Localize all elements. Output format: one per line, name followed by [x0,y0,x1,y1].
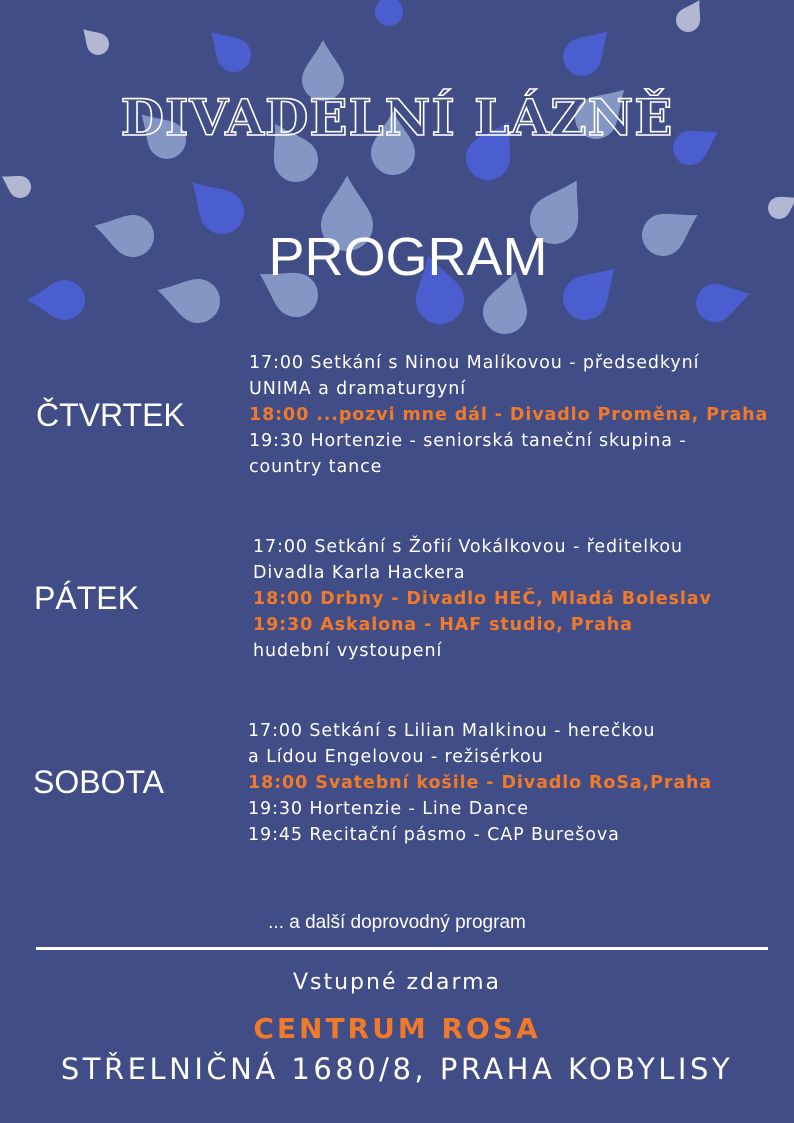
day-label-saturday: SOBOTA [33,764,164,800]
water-drop [199,20,258,79]
water-drop [375,0,403,26]
water-drop [555,18,621,84]
divider [36,947,768,950]
water-drop [672,0,710,36]
venue-address: STŘELNIČNÁ 1680/8, PRAHA KOBYLISY [60,1052,734,1086]
water-drop [764,188,794,223]
schedule-friday [253,534,712,664]
water-drop [0,167,35,202]
day-label-thursday: ČTVRTEK [36,397,185,433]
schedule-item: 19:30 Hortenzie - Line Dance [248,799,529,819]
page-title: DIVADELNÍ LÁZNĚ [120,88,674,147]
schedule-item-highlight: 19:30 Askalona - HAF studio, Praha [253,615,633,635]
schedule-item-highlight: 18:00 ...pozvi mne dál - Divadlo Proměna, Praha [249,405,769,425]
schedule-item: 17:00 Setkání s Žofií Vokálkovou - ředitelkou [253,537,684,557]
additional-program-note: ... a další doprovodný program [268,912,526,933]
schedule-item-highlight: 18:00 Svatební košile - Divadlo RoSa,Praha [248,773,713,793]
schedule-item: 17:00 Setkání s Ninou Malíkovou - předsedkyní [249,353,700,373]
schedule-thursday [249,350,768,480]
venue-name: CENTRUM ROSA [253,1012,541,1045]
schedule-item: 17:00 Setkání s Lilian Malkinou - herečkou [248,721,656,741]
schedule-item: a Lídou Engelovou - režisérkou [248,747,544,767]
free-entry-note: Vstupné zdarma [292,970,502,995]
schedule-item-highlight: 18:00 Drbny - Divadlo HEČ, Mladá Boleslav [253,589,712,609]
schedule-item: UNIMA a dramaturgyní [249,379,467,399]
water-drop [75,21,113,59]
schedule-item: hudební vystoupení [253,641,443,661]
day-label-friday: PÁTEK [34,580,139,616]
water-drops-decoration [0,0,794,340]
schedule-item: Divadla Karla Hackera [253,563,466,583]
schedule-item: country tance [249,457,383,477]
schedule-item: 19:45 Recitační pásmo - CAP Burešova [248,825,620,845]
program-heading: PROGRAM [268,227,548,287]
schedule-item: 19:30 Hortenzie - seniorská taneční skupina - [249,431,687,451]
schedule-saturday [248,718,712,848]
